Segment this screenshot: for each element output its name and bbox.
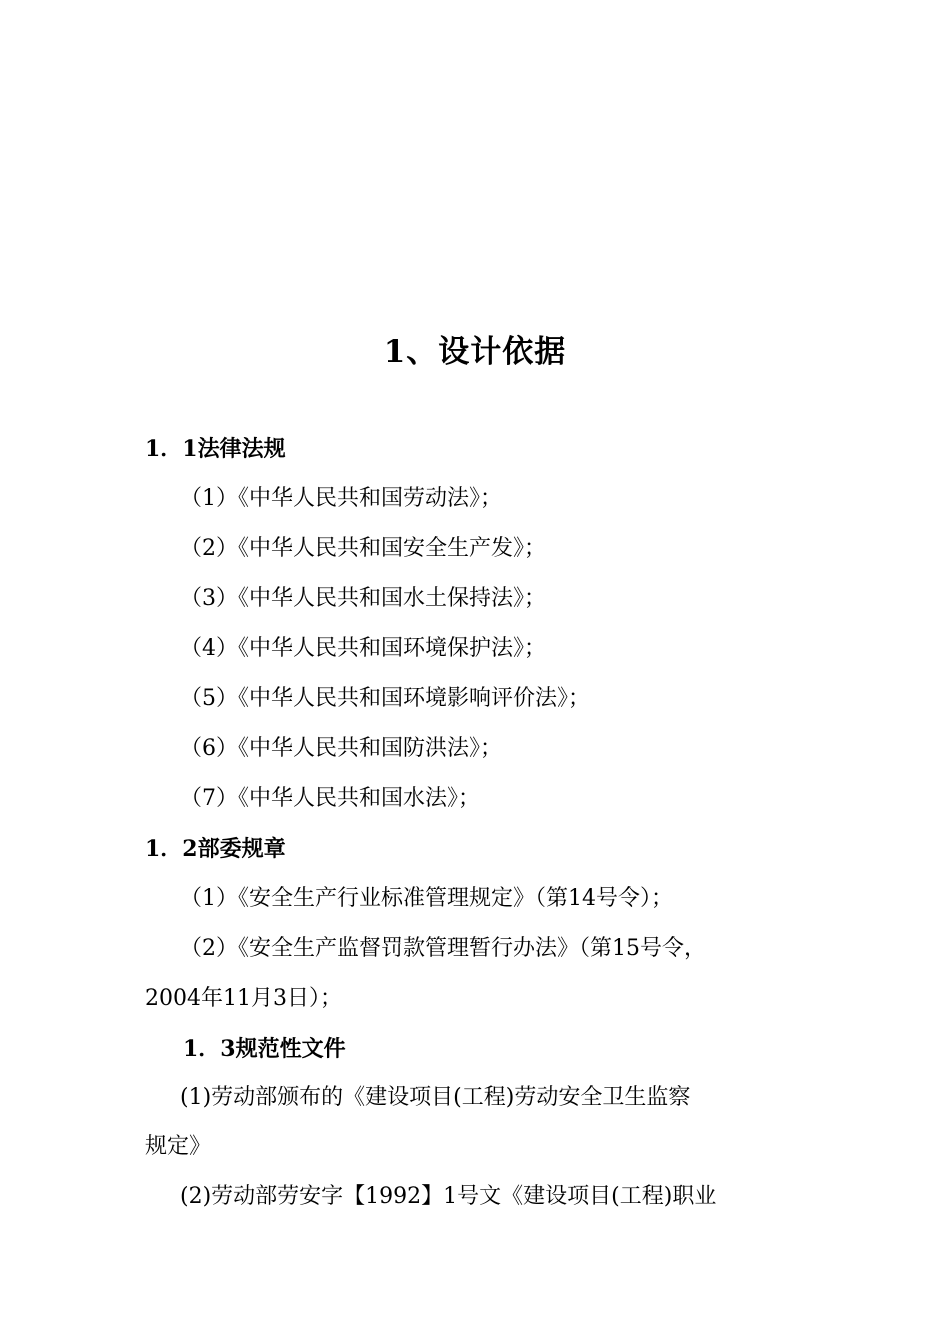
list-item: （1）《安全生产行业标准管理规定》（第14号令）； (180, 886, 673, 911)
list-item: （1）《中华人民共和国劳动法》； (180, 486, 502, 511)
list-item: （6）《中华人民共和国防洪法》； (180, 736, 502, 761)
list-item: （2）《安全生产监督罚款管理暂行办法》（第15号令， (180, 936, 706, 961)
section-heading-regulations: 1．2部委规章 (145, 836, 286, 862)
page-title: 1、设计依据 (383, 334, 567, 370)
list-item: （4）《中华人民共和国环境保护法》； (180, 636, 546, 661)
section-heading-laws: 1．1法律法规 (145, 436, 286, 462)
list-item-continuation: 规定》 (145, 1134, 212, 1159)
list-item: (1)劳动部颁布的《建设项目(工程)劳动安全卫生监察 (180, 1085, 691, 1110)
list-item: （3）《中华人民共和国水土保持法》； (180, 586, 546, 611)
list-item: （2）《中华人民共和国安全生产发》； (180, 536, 546, 561)
list-item: (2)劳动部劳安字【1992】1号文《建设项目(工程)职业 (180, 1184, 717, 1209)
list-item: （7）《中华人民共和国水法》； (180, 786, 480, 811)
list-item-continuation: 2004年11月3日）； (145, 986, 342, 1011)
section-heading-normative-documents: 1．3规范性文件 (183, 1036, 346, 1062)
list-item: （5）《中华人民共和国环境影响评价法》； (180, 686, 590, 711)
